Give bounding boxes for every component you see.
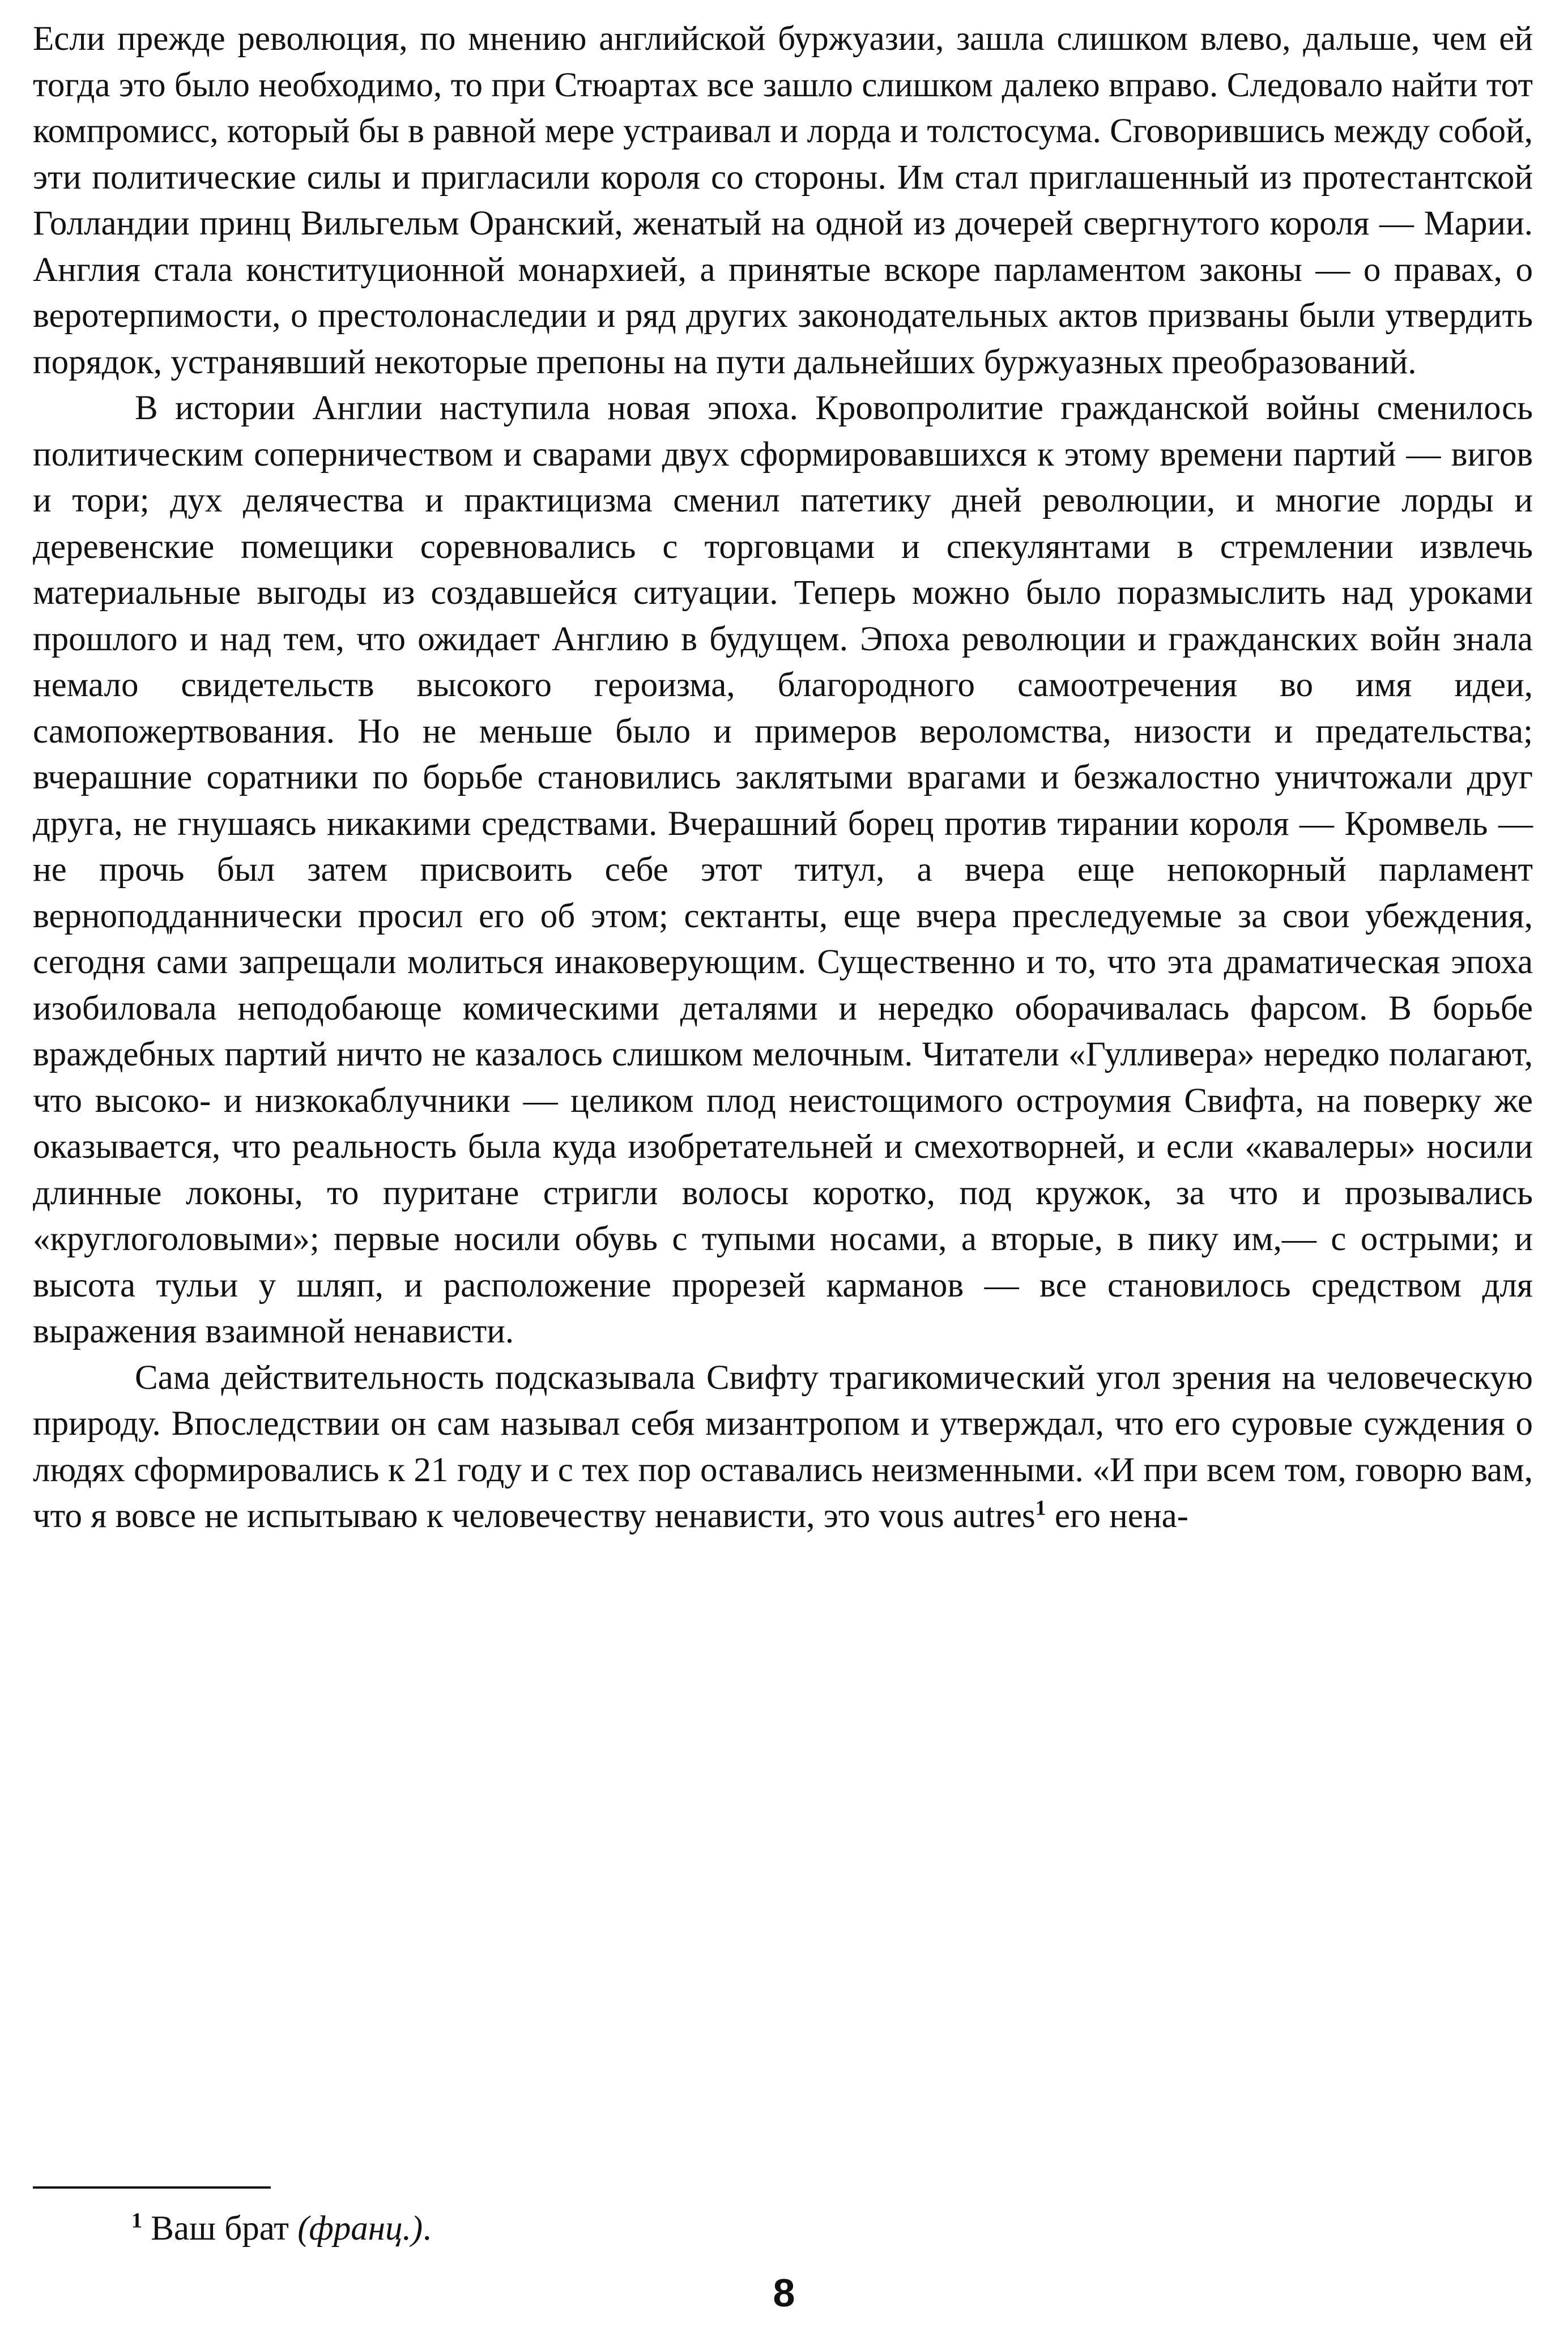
footnote-reference: 1 (1035, 1496, 1046, 1520)
page-number: 8 (773, 2271, 795, 2315)
footnote-text: Ваш брат (151, 2210, 298, 2248)
paragraph-1: Если прежде революция, по мнению английской буржуазии, зашла слишком влево, дальше, чем ей тогда это было необходимо, то при Стюартах все зашло слишком далеко вправо. Следовало найти тот компромисс, который бы в равной мере устраивал и лорда и толстосума. Сговорившись между собой, эти политические силы и пригласили короля со стороны. Им стал приглашенный из протестантской Голландии принц Вильгельм Оранский, женатый на одной из дочерей свергнутого короля — Марии. Англия стала конституционной монархией, а принятые вскоре парламентом законы — о правах, о веротерпимости, о престолонаследии и ряд других законодательных актов призваны были утвердить порядок, устранявший некоторые препоны на пути дальнейших буржуазных преобразований. (33, 20, 1533, 381)
footnote (131, 2206, 431, 2252)
page-body (33, 16, 1533, 1540)
footnote-divider (33, 2186, 271, 2189)
paragraph-2: В истории Англии наступила новая эпоха. Кровопролитие гражданской войны сменилось политическим соперничеством и сварами двух сформировавшихся к этому времени партий — вигов и тори; дух делячества и практицизма сменил патетику дней революции, и многие лорды и деревенские помещики соревновались с торговцами и спекулянтами в стремлении извлечь материальные выгоды из создавшейся ситуации. Теперь можно было поразмыслить над уроками прошлого и над тем, что ожидает Англию в будущем. Эпоха революции и гражданских войн знала немало свидетельств высокого героизма, благородного самоотречения во имя идеи, самопожертвования. Но не меньше было и примеров вероломства, низости и предательства; вчерашние соратники по борьбе становились заклятыми врагами и безжалостно уничтожали друг друга, не гнушаясь никакими средствами. Вчерашний борец против тирании короля — Кромвель — не прочь был затем присвоить себе этот титул, а вчера еще непокорный парламент верноподданнически просил его об этом; сектанты, еще вчера преследуемые за свои убеждения, сегодня сами запрещали молиться инаковерующим. Существенно и то, что эта драматическая эпоха изобиловала неподобающе комическими деталями и нередко оборачивалась фарсом. В борьбе враждебных партий ничто не казалось слишком мелочным. Читатели «Гулливера» нередко полагают, что высоко- и низкокаблучники — целиком плод неистощимого остроумия Свифта, на поверку же оказывается, что реальность была куда изобретательней и смехотворней, и если «кавалеры» носили длинные локоны, то пуритане стригли волосы коротко, под кружок, за что и прозывались «круглоголовыми»; первые носили обувь с тупыми носами, а вторые, в пику им,— с острыми; и высота тульи у шляп, и расположение прорезей карманов — все становилось средством для выражения взаимной ненависти. (33, 389, 1533, 1350)
paragraph-3-tail: его нена- (1046, 1497, 1188, 1535)
footnote-end: . (423, 2210, 432, 2248)
footnote-italic: (франц.) (297, 2210, 423, 2248)
paragraph-3-text: Сама действительность подсказывала Свифту трагикомический угол зрения на человеческую природу. Впоследствии он сам называл себя мизантропом и утверждал, что его суровые суждения о людях сформировались к 21 году и с тех пор оставались неизменными. «И при всем том, говорю вам, что я вовсе не испытываю к человечеству ненависти, это vous autres (33, 1358, 1533, 1535)
footnote-mark: 1 (131, 2208, 142, 2233)
paragraph-3 (33, 1355, 1533, 1540)
